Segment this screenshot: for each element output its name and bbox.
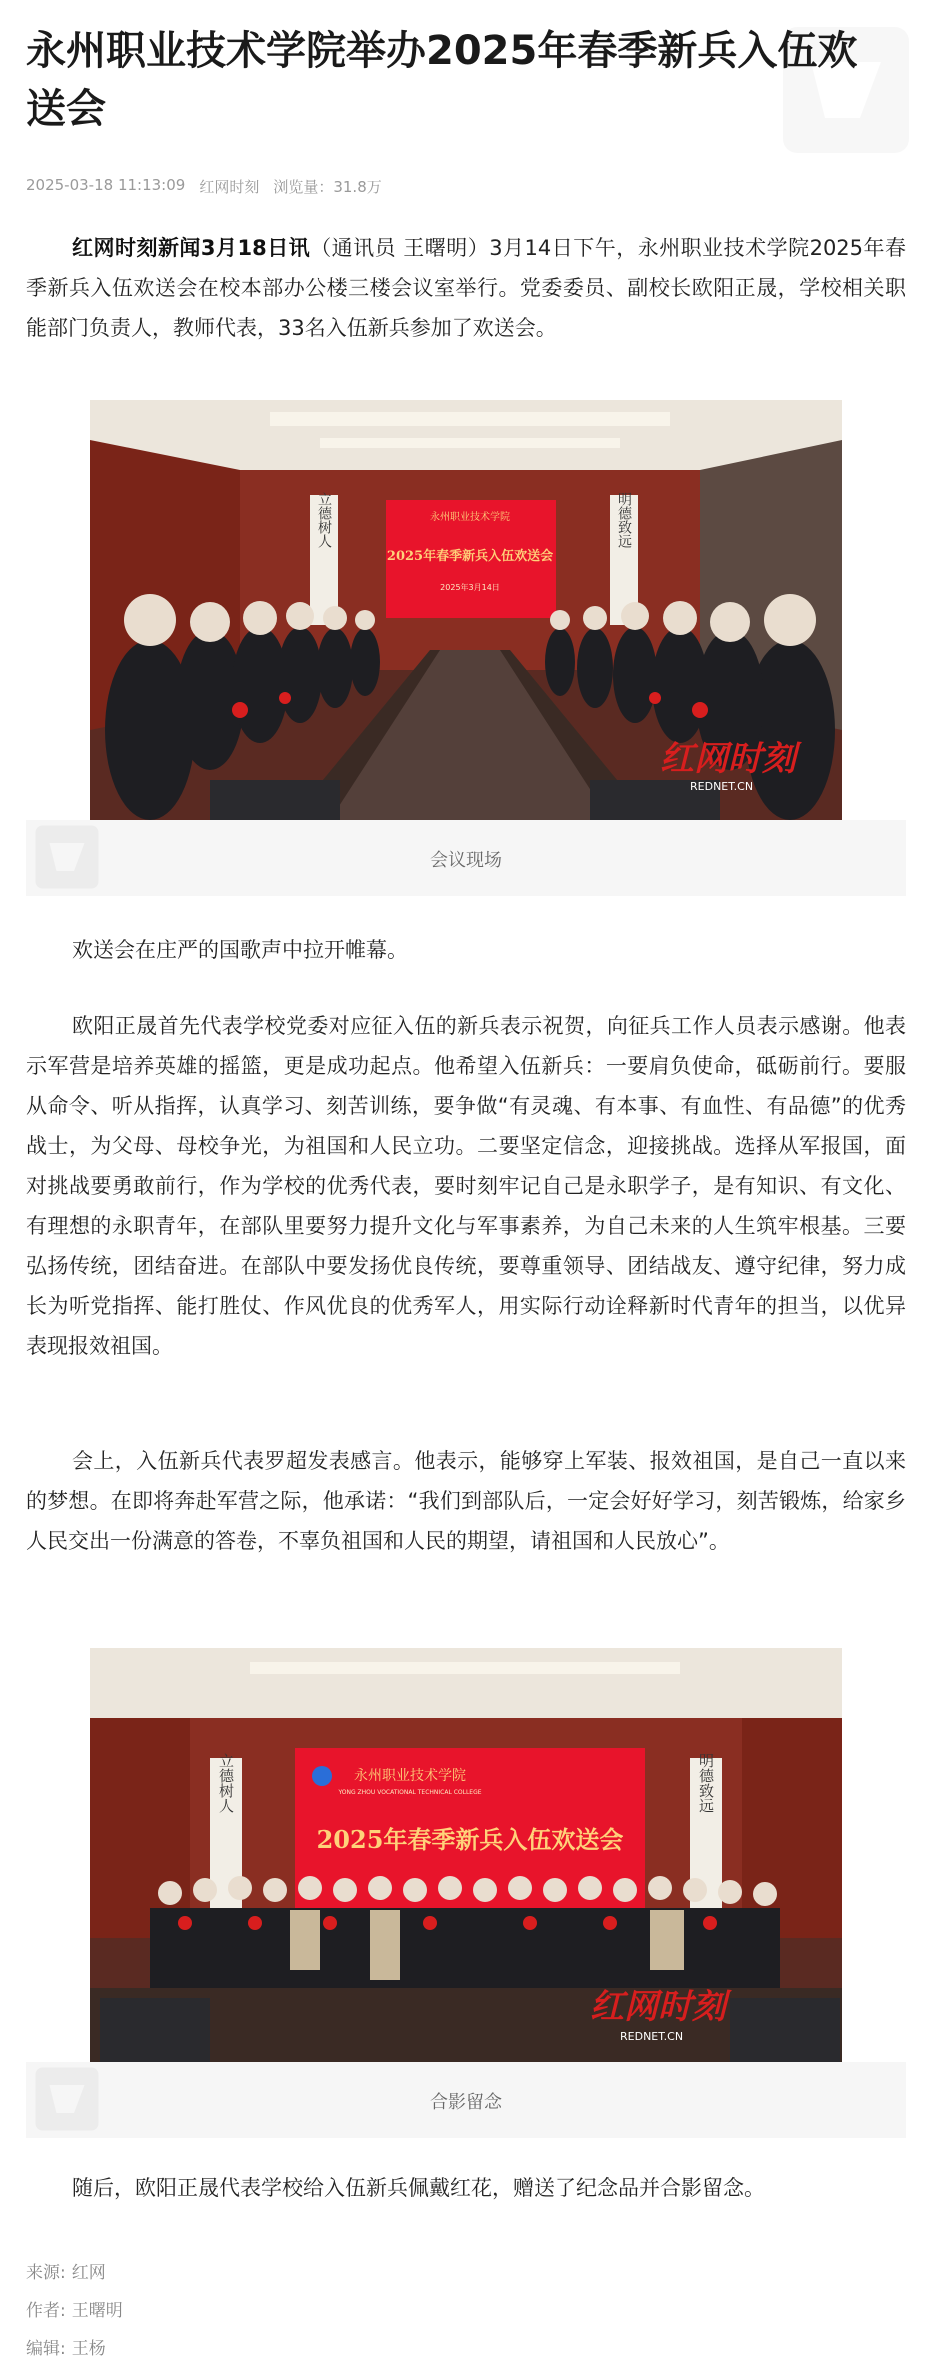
photo-watermark-sub: REDNET.CN [620,2030,684,2043]
article-source: 红网时刻 [199,178,260,196]
couplet-right: 明德致远 [616,492,632,548]
article-paragraph: 欢送会在庄严的国歌声中拉开帷幕。 [72,938,408,962]
article-paragraph: 会上，入伍新兵代表罗超发表感言。他表示，能够穿上军装、报效祖国，是自己一直以来的梦想。在即将奔赴军营之际，他承诺：“我们到部队后，一定会好好学习，刻苦锻炼，给家乡人民交出一份满意的答卷，不辜负祖国和人民的期望，请祖国和人民放心”。 [26,1449,906,1553]
news-lead: 红网时刻新闻3月18日讯 [72,236,311,260]
banner-title: 2025年春季新兵入伍欢送会 [386,549,554,564]
figure-caption [26,820,906,896]
footer-editor: 编辑: 王杨 [26,2339,106,2359]
photo-watermark: 红网时刻 [660,739,796,779]
meeting-photo [90,400,842,820]
figure-meeting [26,400,906,902]
photo-watermark: 红网时刻 [590,1987,726,2027]
couplet-left: 立德树人 [217,1753,235,1813]
banner-title: 2025年春季新兵入伍欢送会 [316,1825,624,1854]
caption-text: 会议现场 [430,850,502,871]
source-link[interactable]: 红网 [71,2263,106,2283]
couplet-right: 明德致远 [697,1753,715,1813]
view-count: 浏览量：31.8万 [273,178,382,196]
paragraph-text: （通讯员 王曙明）3月14日下午，永州职业技术学院2025年春季新兵入伍欢送会在校本部办公楼三楼会议室举行。党委委员、副校长欧阳正晟，学校相关职能部门负责人，教师代表，33名入伍新兵参加了欢送会。 [26,236,907,340]
article-paragraph: 欧阳正晟首先代表学校党委对应征入伍的新兵表示祝贺，向征兵工作人员表示感谢。他表示军营是培养英雄的摇篮，更是成功起点。他希望入伍新兵：一要肩负使命，砥砺前行。要服从命令、听从指挥，认真学习、刻苦训练，要争做“有灵魂、有本事、有血性、有品德”的优秀战士，为父母、母校争光，为祖国和人民立功。二要坚定信念，迎接挑战。选择从军报国，面对挑战要勇敢前行，作为学校的优秀代表，要时刻牢记自己是永职学子，是有知识、有文化、有理想的永职青年，在部队里要努力提升文化与军事素养，为自己未来的人生筑牢根基。三要弘扬传统，团结奋进。在部队中要发扬优良传统，要尊重领导、团结战友、遵守纪律，努力成长为听党指挥、能打胜仗、作风优良的优秀军人，用实际行动诠释新时代青年的担当，以优异表现报效祖国。 [26,1014,906,1358]
article-paragraph: 随后，欧阳正晟代表学校给入伍新兵佩戴红花，赠送了纪念品并合影留念。 [72,2176,765,2200]
footer-source: 来源: 红网 [26,2263,106,2283]
figure-group-photo [26,1648,906,2148]
article-paragraph [26,228,906,348]
photo-watermark-sub: REDNET.CN [690,780,754,793]
footer-author: 作者: 王曙明 [26,2301,123,2321]
caption-text: 合影留念 [430,2092,502,2113]
banner-date: 2025年3月14日 [440,583,500,592]
banner-school-en: YONG ZHOU VOCATIONAL TECHNICAL COLLEGE [338,1789,482,1796]
group-photo [90,1648,842,2062]
publish-datetime: 2025-03-18 11:13:09 [26,176,186,194]
banner-school: 永州职业技术学院 [430,512,510,523]
article-title: 永州职业技术学院举办2025年春季新兵入伍欢送会 [26,28,858,132]
article-meta [26,176,382,197]
banner-school: 永州职业技术学院 [354,1768,466,1784]
couplet-left: 立德树人 [316,492,332,548]
figure-caption [26,2062,906,2138]
